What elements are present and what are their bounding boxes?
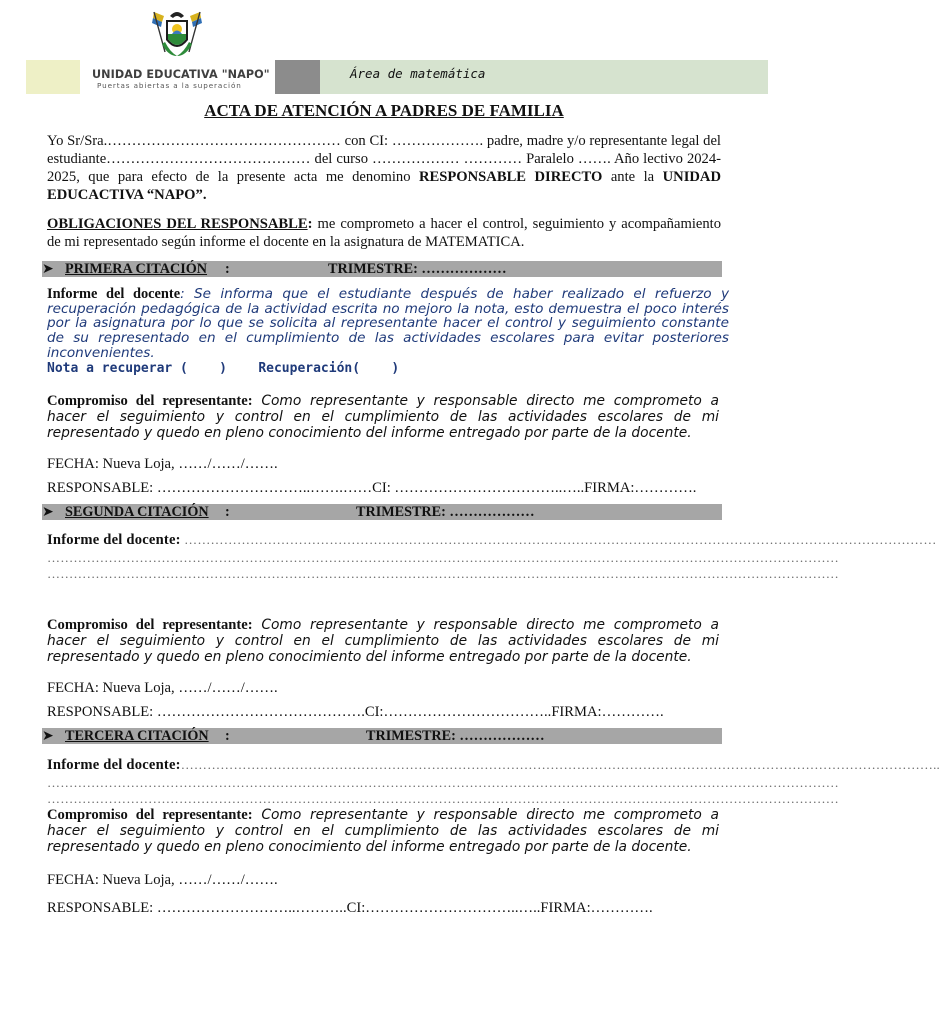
school-name: UNIDAD EDUCATIVA "NAPO" [92,68,270,81]
informe-docente-2 [47,532,937,549]
obligaciones-text: me comprometo a hacer el control, seguimiento y acompañamiento de mi representado según informe el docente en la asignatura de MATEMATICA. [47,216,721,250]
obligaciones-paragraph [47,215,721,251]
header-yellow-band [26,60,80,94]
obligaciones-colon: : [307,216,313,232]
citation-colon: : [225,261,230,277]
informe-dots-line: ……………………………………………………………………………………………………………………………………………………………… [47,550,839,565]
citation-bar-2 [42,504,722,520]
nota-recuperar-line: Nota a recuperar ( ) Recuperación( ) [47,361,400,376]
citation-colon: : [225,504,230,520]
informe-dots: ……………………………………………………………………………………………………………………………………………………… [180,532,937,547]
compromiso-label: Compromiso del representante: [47,393,253,409]
citation-label: PRIMERA CITACIÓN [65,261,208,277]
fecha-line-3: FECHA: Nueva Loja, ……/……/……. [47,872,278,888]
intro-text-2: ante la [602,169,663,185]
responsable-line-2: RESPONSABLE: …………………………………….CI:……………………………..FIRMA:…………. [47,704,664,720]
informe-label: Informe del docente: [47,757,181,773]
institution-name-text: UNIDAD EDUCACTIVA “NAPO” [47,169,721,203]
compromiso-1 [47,393,719,441]
citation-bar-1 [42,261,722,277]
document-title: ACTA DE ATENCIÓN A PADRES DE FAMILIA [204,101,564,120]
school-motto: Puertas abiertas a la superación [97,81,242,90]
informe-text: : Se informa que el estudiante después de haber realizado el refuerzo y recuperación pedagógica de la actividad escrita no mejoro la nota, esto demuestra el poco interés por la asignatura por lo que se solicita al representante hacer el control y seguimiento constante de su representado en el cumplimiento de las actividades escolares para evitar posteriores inconvenientes. [47,286,729,361]
compromiso-text: Como representante y responsable directo me comprometo a hacer el seguimiento y control en el cumplimiento de las actividades escolares de mi representado y quedo en pleno conocimiento del informe entregado por parte de la docente. [47,807,720,855]
arrow-bullet-icon: ➤ [42,728,54,744]
area-label: Área de matemática [350,66,486,81]
citation-colon: : [225,728,230,744]
compromiso-3 [47,807,719,855]
fecha-line-2: FECHA: Nueva Loja, ……/……/……. [47,680,278,696]
compromiso-label: Compromiso del representante: [47,617,253,633]
intro-text-1: Yo Sr/Sra.………………………………………… con CI: ………………. padre, madre y/o representante legal del estudiante…………………………………… del curso ……………… ………… Paralelo ……. Año lectivo 2024- 2025, que para efecto de la presente acta me denomino [47,133,721,185]
informe-dots-line: ……………………………………………………………………………………………………………………………………………………………… [47,775,839,790]
trimestre-label: TRIMESTRE: ……………… [328,261,507,277]
compromiso-text: Como representante y responsable directo me comprometo a hacer el seguimiento y control en el cumplimiento de las actividades escolares de mi representado y quedo en pleno conocimiento del informe entregado por parte de la docente. [47,393,720,441]
informe-dots: ……………………………………………………………………………………………………………………………………………………….. [180,757,940,772]
arrow-bullet-icon: ➤ [42,261,54,277]
obligaciones-label: OBLIGACIONES DEL RESPONSABLE [47,216,308,232]
fecha-line-1: FECHA: Nueva Loja, ……/……/……. [47,456,278,472]
compromiso-text: Como representante y responsable directo me comprometo a hacer el seguimiento y control en el cumplimiento de las actividades escolares de mi representado y quedo en pleno conocimiento del informe entregado por parte de la docente. [47,617,720,665]
trimestre-label: TRIMESTRE: ……………… [366,728,545,744]
responsable-line-3: RESPONSABLE: ………………………..………..CI:…………………………..…..FIRMA:…………. [47,900,653,916]
citation-label: SEGUNDA CITACIÓN [65,504,209,520]
intro-period: . [202,187,207,203]
responsable-line-1: RESPONSABLE: …………………………..…….……CI: ……………………………..…..FIRMA:…………. [47,480,697,496]
citation-label: TERCERA CITACIÓN [65,728,209,744]
header-gray-band [275,60,320,94]
informe-label: Informe del docente [47,286,181,302]
intro-paragraph [47,132,721,204]
responsable-directo-text: RESPONSABLE DIRECTO [418,169,603,185]
citation-bar-3 [42,728,722,744]
informe-dots-line: ……………………………………………………………………………………………………………………………………………………………… [47,791,839,806]
compromiso-label: Compromiso del representante: [47,807,253,823]
informe-docente-1 [47,287,729,361]
arrow-bullet-icon: ➤ [42,504,54,520]
informe-label: Informe del docente: [47,532,181,548]
compromiso-2 [47,617,719,665]
trimestre-label: TRIMESTRE: ……………… [356,504,535,520]
informe-dots-line: ……………………………………………………………………………………………………………………………………………………………… [47,566,839,581]
school-crest-logo [148,8,206,60]
informe-docente-3 [47,757,940,774]
